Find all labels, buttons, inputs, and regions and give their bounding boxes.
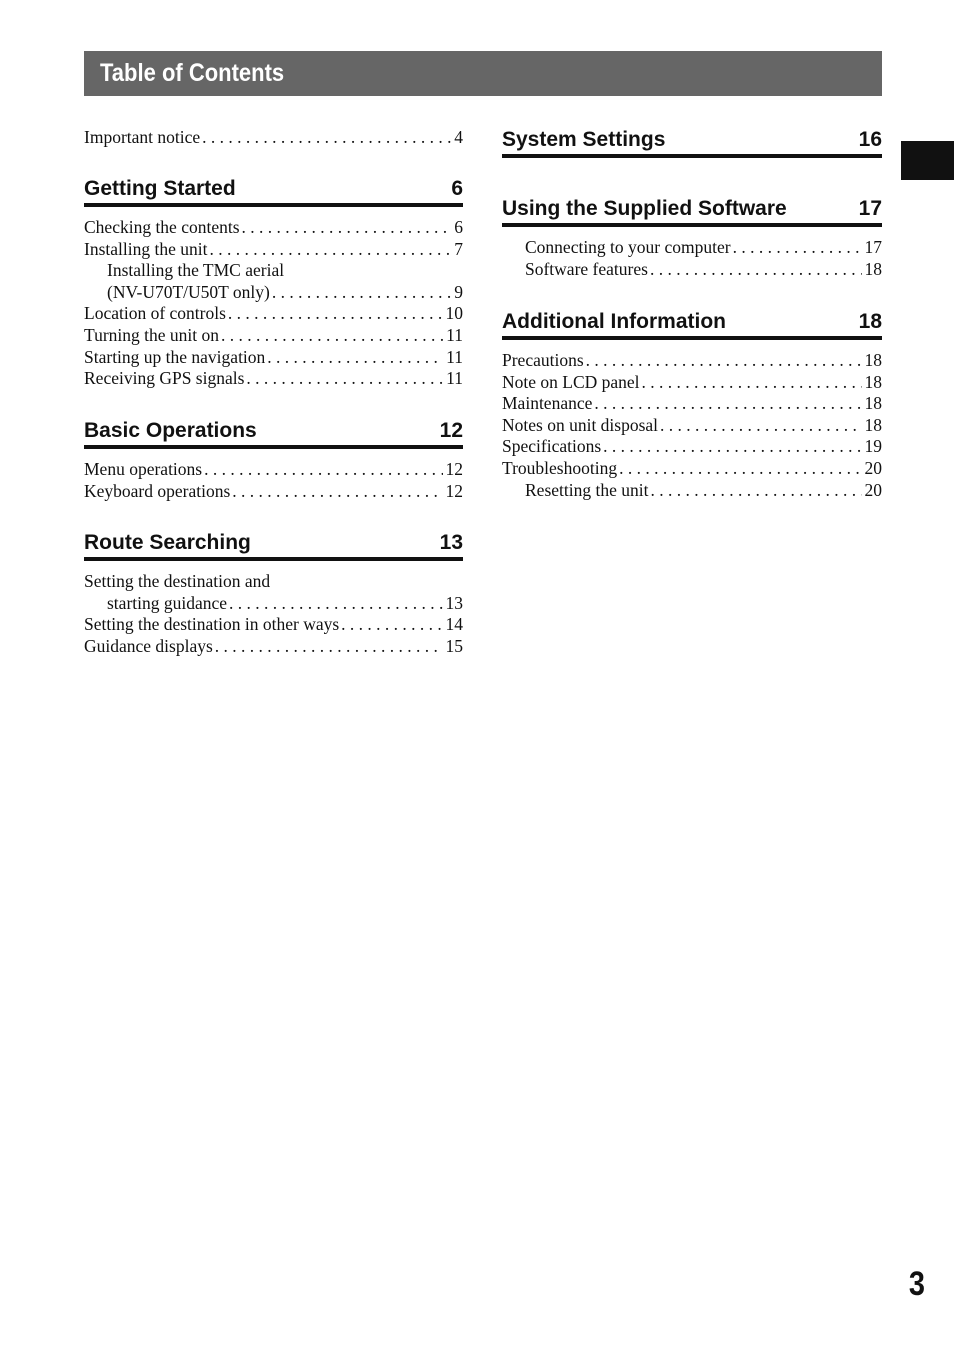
toc-entry[interactable]: Maintenance . . . 18 — [502, 393, 882, 415]
toc-section-additional-information — [502, 307, 882, 501]
section-tab-marker — [901, 141, 954, 180]
toc-entry[interactable]: Guidance displays . . . 15 — [84, 636, 463, 658]
toc-entry[interactable]: Keyboard operations . . . 12 — [84, 481, 463, 503]
toc-section-getting-started — [84, 174, 463, 390]
toc-entry[interactable]: Checking the contents . . . 6 — [84, 217, 463, 239]
toc-entry[interactable]: Connecting to your computer . . . 17 — [502, 237, 882, 259]
page-number: 3 — [908, 1265, 925, 1303]
section-heading[interactable]: Additional Information 18 — [502, 307, 882, 340]
toc-entry[interactable]: Specifications . . . 19 — [502, 436, 882, 458]
toc-entry[interactable]: Software features . . . 18 — [502, 259, 882, 281]
toc-entry[interactable]: Notes on unit disposal . . . 18 — [502, 415, 882, 437]
toc-entry[interactable]: starting guidance . . . 13 — [84, 593, 463, 615]
toc-entry[interactable]: Starting up the navigation . . . 11 — [84, 347, 463, 369]
toc-entry[interactable]: (NV-U70T/U50T only) . . . 9 — [84, 282, 463, 304]
toc-section-supplied-software — [502, 194, 882, 280]
toc-entry[interactable]: Setting the destination and — [84, 571, 271, 591]
toc-entry[interactable]: Location of controls . . . 10 — [84, 303, 463, 325]
toc-entry-important-notice[interactable]: Important notice . . . 4 — [84, 127, 463, 149]
toc-section-route-searching — [84, 528, 463, 657]
section-heading[interactable]: Basic Operations 12 — [84, 416, 463, 449]
toc-section-system-settings — [502, 125, 882, 158]
title-bar — [84, 51, 882, 96]
toc-entry[interactable]: Receiving GPS signals . . . 11 — [84, 368, 463, 390]
toc-entry[interactable]: Installing the TMC aerial — [107, 260, 285, 281]
section-heading[interactable]: System Settings 16 — [502, 125, 882, 158]
section-heading[interactable]: Getting Started 6 — [84, 174, 463, 207]
section-heading[interactable]: Using the Supplied Software 17 — [502, 194, 882, 227]
section-heading[interactable]: Route Searching 13 — [84, 528, 463, 561]
toc-entry[interactable]: Note on LCD panel . . . 18 — [502, 372, 882, 394]
toc-entry[interactable]: Menu operations . . . 12 — [84, 459, 463, 481]
toc-entry[interactable]: Troubleshooting . . . 20 — [502, 458, 882, 480]
toc-entry[interactable]: Installing the unit . . . 7 — [84, 239, 463, 261]
toc-entry[interactable]: Setting the destination in other ways . . . 14 — [84, 614, 463, 636]
toc-entry[interactable]: Resetting the unit . . . 20 — [502, 480, 882, 502]
toc-section-basic-operations — [84, 416, 463, 502]
toc-intro — [84, 127, 463, 149]
page-title: Table of Contents — [100, 59, 285, 87]
toc-entry[interactable]: Turning the unit on . . . 11 — [84, 325, 463, 347]
toc-entry[interactable]: Precautions . . . 18 — [502, 350, 882, 372]
